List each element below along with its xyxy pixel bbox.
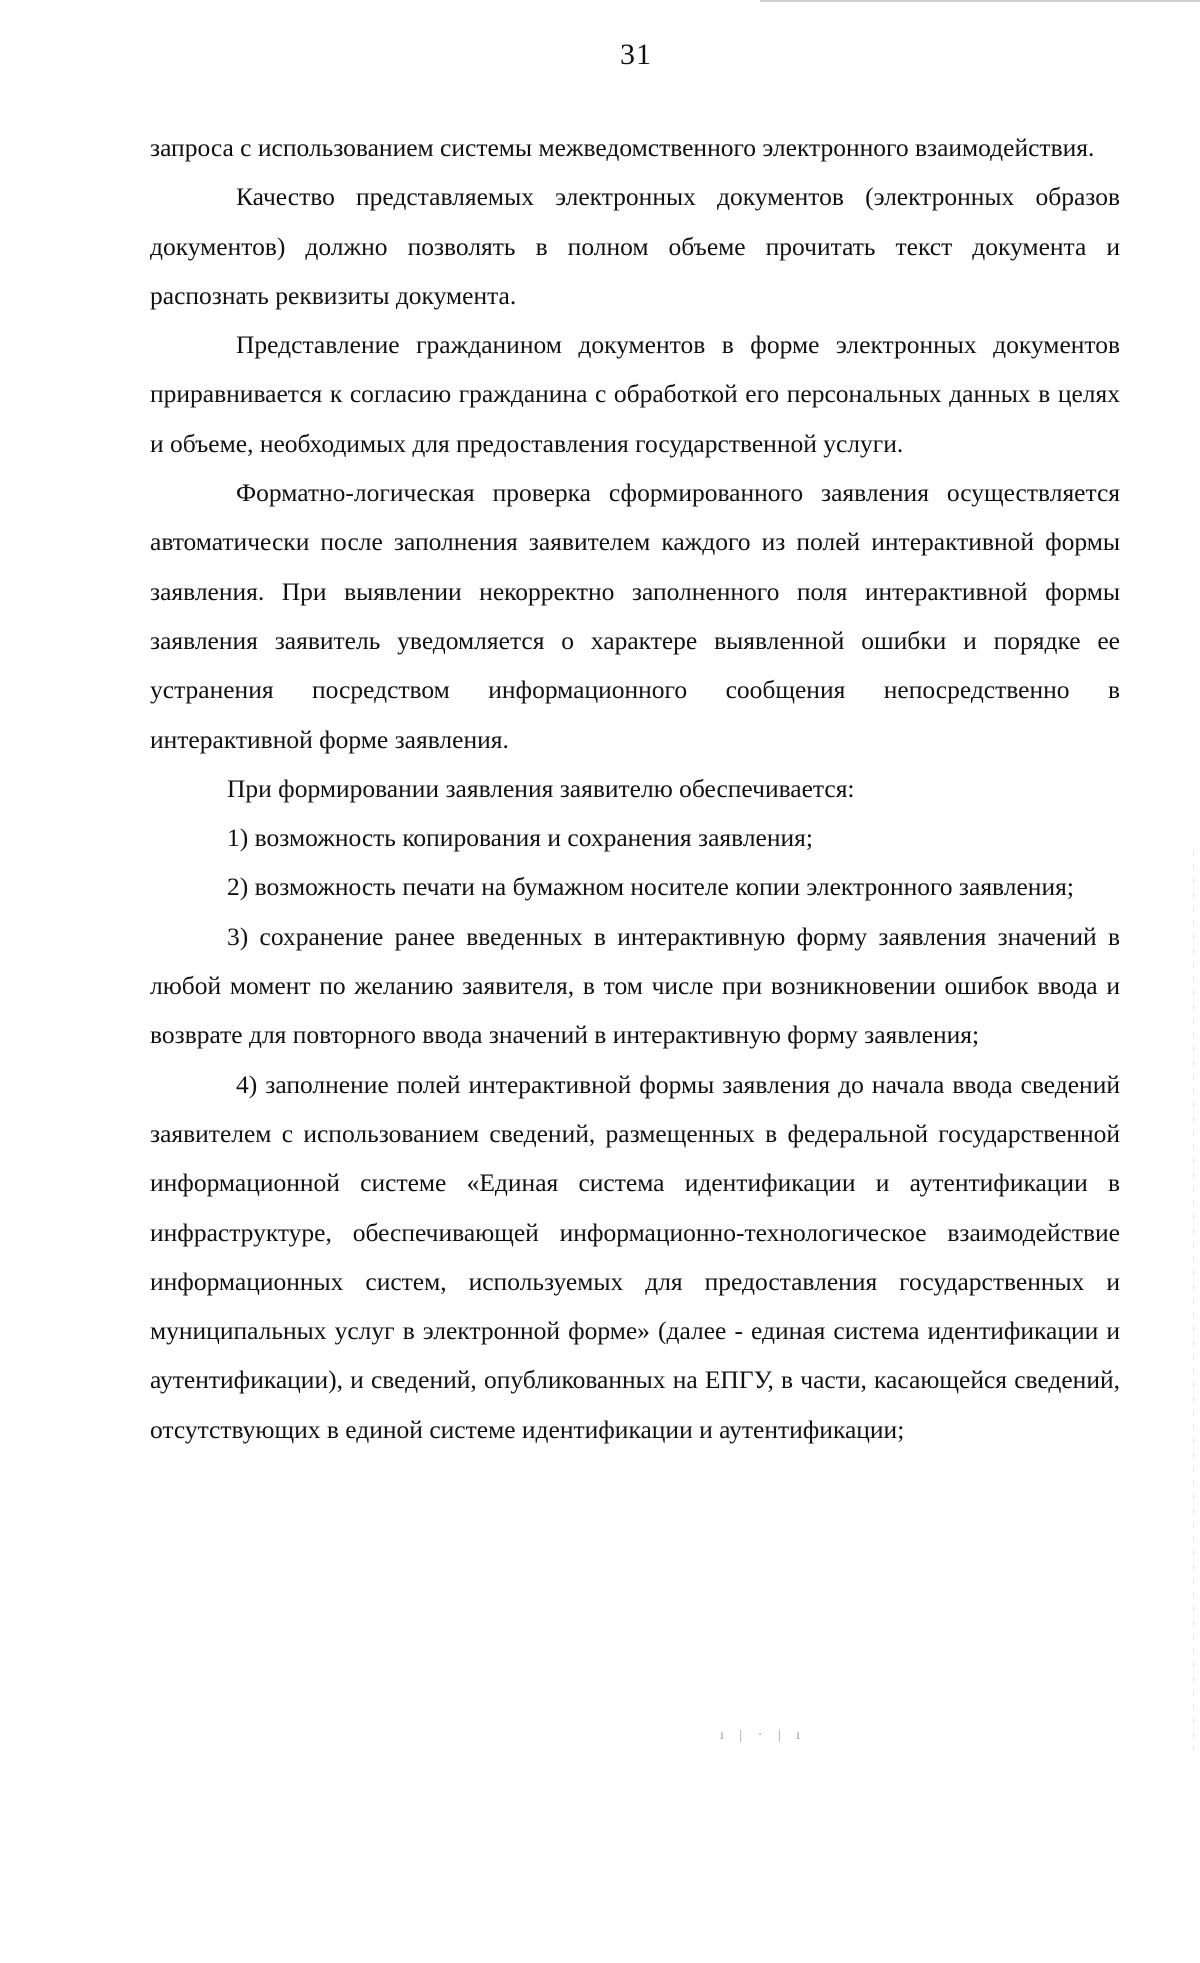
document-body [150, 123, 1120, 1454]
page-number: 31 [620, 38, 652, 71]
list-item-4: 4) заполнение полей интерактивной формы заявления до начала ввода сведений заявителем с использованием сведений, размещенных в федеральной государственной информационной системе «Единая система идентификации и аутентификации в инфраструктуре, обеспечивающей информационно-технологическое взаимодействие информационных систем, используемых для предоставления государственных и муниципальных услуг в электронной форме» (далее - единая система идентификации и аутентификации), и сведений, опубликованных на ЕПГУ, в части, касающейся сведений, отсутствующих в единой системе идентификации и аутентификации; [150, 1069, 1120, 1444]
paragraph-document-quality: Качество представляемых электронных документов (электронных образов документов) должно позволять в полном объеме прочитать текст документа и распознать реквизиты документа. [150, 182, 1120, 310]
scan-top-rule [760, 0, 1200, 2]
paragraph-format-check: Форматно-логическая проверка сформированного заявления осуществляется автоматически после заполнения заявителем каждого из полей интерактивной формы заявления. При выявлении некорректно заполненного поля интерактивной формы заявления заявитель уведомляется о характере выявленной ошибки и порядке ее устранения посредством информационного сообщения непосредственно в интерактивной форме заявления. [150, 478, 1120, 754]
paragraph-consent: Представление гражданином документов в форме электронных документов приравнивается к согласию гражданина с обработкой его персональных данных в целях и объеме, необходимых для предоставления государственной услуги. [150, 330, 1120, 458]
list-item-1: 1) возможность копирования и сохранения заявления; [227, 823, 813, 853]
paragraph-continuation: запроса с использованием системы межведомственного электронного взаимодействия. [150, 133, 1095, 162]
list-item-2: 2) возможность печати на бумажном носителе копии электронного заявления; [227, 872, 1074, 902]
list-item-3: 3) сохранение ранее введенных в интерактивную форму заявления значений в любой момент по желанию заявителя, в том числе при возникновении ошибок ввода и возврате для повторного ввода значений в интерактивную форму заявления; [150, 921, 1120, 1050]
scan-edge-noise [1193, 850, 1194, 1750]
scan-artifact-marks: ı | · | ı [720, 1728, 807, 1743]
paragraph-provision-intro: При формировании заявления заявителю обеспечивается: [227, 773, 855, 803]
